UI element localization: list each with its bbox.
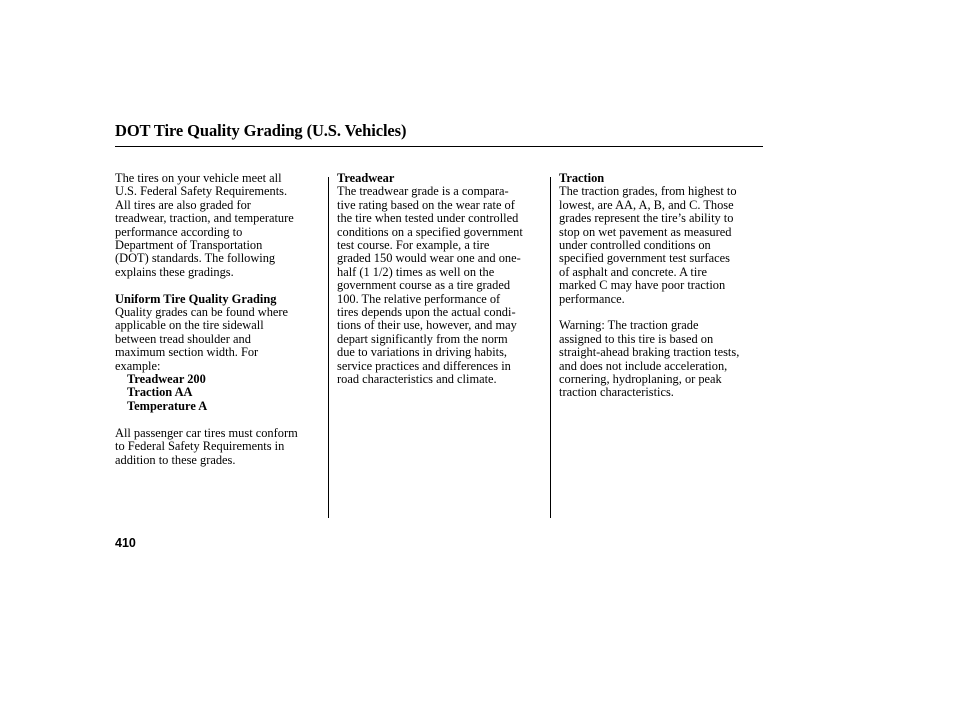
example-temperature: Temperature A — [127, 398, 208, 413]
body-line: tires depends upon the actual condi- — [337, 305, 516, 320]
intro-line: The tires on your vehicle meet all — [115, 171, 282, 185]
body-line: the tire when tested under controlled — [337, 211, 519, 226]
body-line: The treadwear grade is a compara- — [337, 184, 509, 199]
warning-line: traction characteristics. — [559, 385, 674, 400]
paragraph-gap — [115, 413, 298, 426]
body-line: specified government test surfaces — [559, 251, 730, 266]
intro-line: U.S. Federal Safety Requirements. — [115, 184, 288, 199]
body-line: The traction grades, from highest to — [559, 184, 737, 199]
body-line: example: — [115, 358, 161, 373]
body-line: road characteristics and climate. — [337, 372, 497, 387]
closing-line: to Federal Safety Requirements in — [115, 439, 285, 454]
intro-line: performance according to — [115, 224, 243, 239]
body-line: grades represent the tire’s ability to — [559, 211, 734, 226]
body-line: under controlled conditions on — [559, 238, 711, 253]
example-treadwear: Treadwear 200 — [127, 372, 206, 387]
body-line: government course as a tire graded — [337, 278, 511, 293]
example-traction: Traction AA — [127, 385, 193, 400]
warning-line: and does not include acceleration, — [559, 358, 728, 373]
body-line: stop on wet pavement as measured — [559, 224, 732, 239]
treadwear-heading: Treadwear — [337, 171, 395, 185]
page-number: 410 — [115, 536, 136, 550]
body-line: depart significantly from the norm — [337, 331, 508, 346]
paragraph-gap — [559, 306, 739, 319]
warning-line: assigned to this tire is based on — [559, 331, 714, 346]
column-uniform-grading — [115, 172, 298, 467]
body-line: service practices and differences in — [337, 358, 511, 373]
warning-line: Warning: The traction grade — [559, 318, 699, 333]
intro-line: (DOT) standards. The following — [115, 251, 276, 266]
body-line: Quality grades can be found where — [115, 305, 289, 320]
body-line: of asphalt and concrete. A tire — [559, 264, 707, 279]
paragraph-gap — [115, 279, 298, 292]
body-line: due to variations in driving habits, — [337, 345, 508, 360]
closing-line: All passenger car tires must conform — [115, 425, 298, 440]
traction-heading: Traction — [559, 171, 605, 185]
body-line: performance. — [559, 291, 625, 306]
closing-line: addition to these grades. — [115, 452, 236, 467]
intro-line: explains these gradings. — [115, 264, 234, 279]
body-line: half (1 1/2) times as well on the — [337, 264, 495, 279]
column-treadwear — [337, 172, 523, 387]
body-line: maximum section width. For — [115, 345, 259, 360]
page-title: DOT Tire Quality Grading (U.S. Vehicles) — [115, 121, 407, 140]
body-line: test course. For example, a tire — [337, 238, 490, 253]
intro-line: treadwear, traction, and temperature — [115, 211, 294, 226]
body-line: between tread shoulder and — [115, 331, 251, 346]
body-line: tive rating based on the wear rate of — [337, 197, 515, 212]
body-line: marked C may have poor traction — [559, 278, 726, 293]
column-traction — [559, 172, 739, 400]
intro-line: Department of Transportation — [115, 238, 263, 253]
warning-line: straight-ahead braking traction tests, — [559, 345, 740, 360]
body-line: graded 150 would wear one and one- — [337, 251, 521, 266]
title-rule — [115, 146, 763, 147]
body-line: lowest, are AA, A, B, and C. Those — [559, 197, 734, 212]
column-divider — [550, 177, 551, 518]
uniform-grading-heading: Uniform Tire Quality Grading — [115, 291, 277, 306]
body-line: conditions on a specified government — [337, 224, 523, 239]
warning-line: cornering, hydroplaning, or peak — [559, 372, 722, 387]
column-divider — [328, 177, 329, 518]
body-line: tions of their use, however, and may — [337, 318, 517, 333]
body-line: applicable on the tire sidewall — [115, 318, 264, 333]
body-line: 100. The relative performance of — [337, 291, 501, 306]
intro-line: All tires are also graded for — [115, 197, 251, 212]
